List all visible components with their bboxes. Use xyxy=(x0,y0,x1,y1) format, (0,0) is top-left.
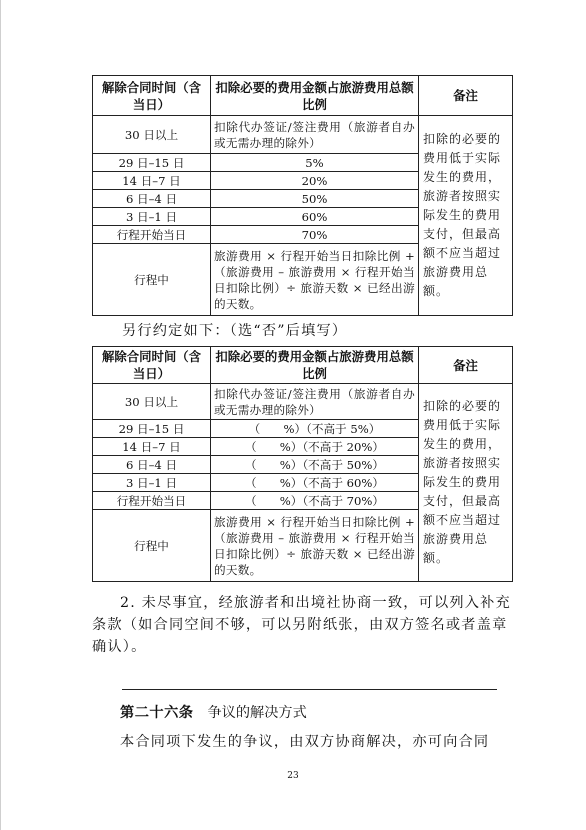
ratio-cell: 60% xyxy=(211,208,419,226)
period-cell: 3 日–1 日 xyxy=(93,474,211,492)
fee-table-1 xyxy=(92,75,513,316)
article-heading xyxy=(120,702,307,722)
header-ratio: 扣除必要的费用金额占旅游费用总额比例 xyxy=(211,76,419,116)
period-cell: 30 日以上 xyxy=(93,384,211,420)
page-edge xyxy=(0,0,1,830)
ratio-cell: 70% xyxy=(211,226,419,244)
period-cell: 30 日以上 xyxy=(93,116,211,154)
period-cell: 行程开始当日 xyxy=(93,226,211,244)
fee-table-2 xyxy=(92,346,513,582)
article-title: 争议的解决方式 xyxy=(207,705,307,721)
period-cell: 29 日–15 日 xyxy=(93,154,211,172)
period-cell: 行程中 xyxy=(93,244,211,316)
ratio-cell: （ %）（不高于 70%） xyxy=(211,492,419,510)
ratio-cell: 旅游费用 × 行程开始当日扣除比例 +（旅游费用 – 旅游费用 × 行程开始当日扣除比例）÷ 旅游天数 × 已经出游的天数。 xyxy=(211,244,419,316)
header-ratio: 扣除必要的费用金额占旅游费用总额比例 xyxy=(211,347,419,384)
ratio-cell: 扣除代办签证/签注费用（旅游者自办或无需办理的除外） xyxy=(211,384,419,420)
paragraph-dispute: 本合同项下发生的争议，由双方协商解决，亦可向合同 xyxy=(120,734,490,750)
ratio-cell: （ %）（不高于 20%） xyxy=(211,438,419,456)
paragraph-supplementary: 2. 未尽事宜，经旅游者和出境社协商一致，可以列入补充条款（如合同空间不够，可以另附纸张，由双方签名或者盖章确认）。 xyxy=(92,595,511,655)
period-cell: 行程开始当日 xyxy=(93,492,211,510)
ratio-cell: 5% xyxy=(211,154,419,172)
ratio-cell: 扣除代办签证/签注费用（旅游者自办或无需办理的除外） xyxy=(211,116,419,154)
ratio-cell: （ %）（不高于 60%） xyxy=(211,474,419,492)
period-cell: 行程中 xyxy=(93,510,211,582)
note-cell: 扣除的必要的费用低于实际发生的费用，旅游者按照实际发生的费用支付，但最高额不应当超过旅游费用总额。 xyxy=(419,384,513,582)
divider-line xyxy=(122,689,497,690)
period-cell: 29 日–15 日 xyxy=(93,420,211,438)
article-number: 第二十六条 xyxy=(120,705,194,721)
ratio-cell: 50% xyxy=(211,190,419,208)
period-cell: 6 日–4 日 xyxy=(93,456,211,474)
page-number: 23 xyxy=(287,771,299,781)
ratio-cell: （ %）（不高于 5%） xyxy=(211,420,419,438)
period-cell: 14 日–7 日 xyxy=(93,438,211,456)
ratio-cell: 20% xyxy=(211,172,419,190)
period-cell: 3 日–1 日 xyxy=(93,208,211,226)
note-cell: 扣除的必要的费用低于实际发生的费用，旅游者按照实际发生的费用支付，但最高额不应当超过旅游费用总额。 xyxy=(419,116,513,316)
period-cell: 14 日–7 日 xyxy=(93,172,211,190)
ratio-cell: （ %）（不高于 50%） xyxy=(211,456,419,474)
header-note: 备注 xyxy=(419,76,513,116)
header-note: 备注 xyxy=(419,347,513,384)
other-agreement-line: 另行约定如下：（选“否”后填写） xyxy=(122,323,348,339)
period-cell: 6 日–4 日 xyxy=(93,190,211,208)
ratio-cell: 旅游费用 × 行程开始当日扣除比例 +（旅游费用 – 旅游费用 × 行程开始当日扣除比例）÷ 旅游天数 × 已经出游的天数。 xyxy=(211,510,419,582)
header-period: 解除合同时间（含当日） xyxy=(93,76,211,116)
header-period: 解除合同时间（含当日） xyxy=(93,347,211,384)
